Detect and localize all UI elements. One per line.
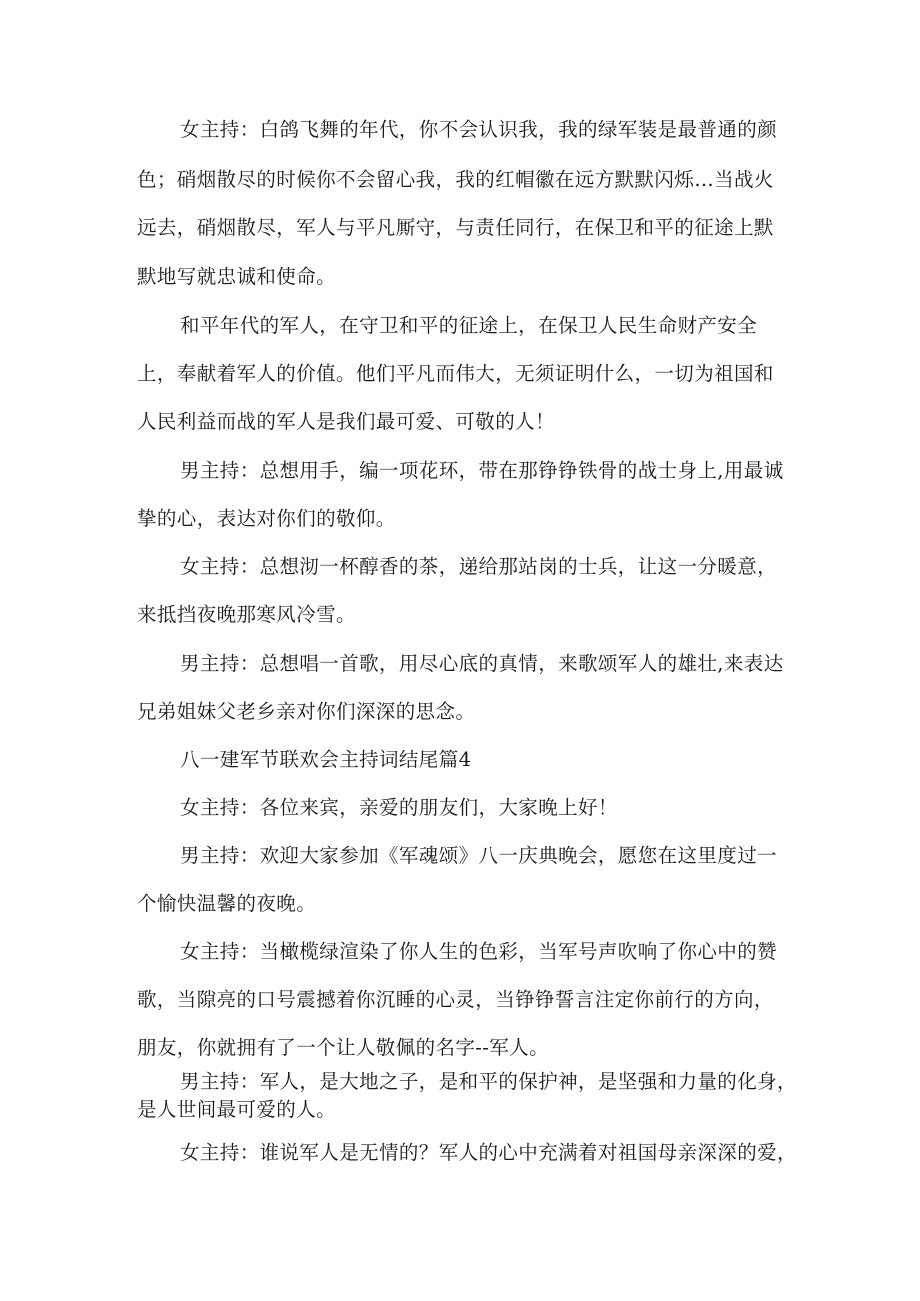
paragraph-line: 个愉快温馨的夜晚。 xyxy=(137,892,317,915)
paragraph-line: 男主持：欢迎大家参加《军魂颂》八一庆典晚会，愿您在这里度过一 xyxy=(180,844,778,867)
paragraph-line: 朋友，你就拥有了一个让人敬佩的名字--军人。 xyxy=(137,1036,549,1059)
paragraph-line: 歌，当隙亮的口号震撼着你沉睡的心灵，当铮铮誓言注定你前行的方向， xyxy=(137,988,774,1011)
paragraph-line: 男主持：军人，是大地之子，是和平的保护神，是坚强和力量的化身， xyxy=(180,1070,797,1093)
paragraph-line: 和平年代的军人，在守卫和平的征途上，在保卫人民生命财产安全 xyxy=(180,314,758,337)
paragraph-line: 女主持：各位来宾，亲爱的朋友们，大家晚上好！ xyxy=(180,796,618,819)
paragraph-line: 来抵挡夜晚那寒风冷雪。 xyxy=(137,603,356,626)
paragraph-line: 女主持：当橄榄绿渲染了你人生的色彩，当军号声吹响了你心中的赞 xyxy=(180,940,778,963)
paragraph-line: 女主持：白鸽飞舞的年代，你不会认识我，我的绿军装是最普通的颜 xyxy=(180,118,778,141)
paragraph-line: 默地写就忠诚和使命。 xyxy=(137,265,337,288)
paragraph-line: 兄弟姐妹父老乡亲对你们深深的思念。 xyxy=(137,700,476,723)
paragraph-line: 女主持：谁说军人是无情的？军人的心中充满着对祖国母亲深深的爱， xyxy=(180,1141,797,1164)
paragraph-line: 是人世间最可爱的人。 xyxy=(137,1098,337,1121)
section-heading: 八一建军节联欢会主持词结尾篇4 xyxy=(180,748,472,771)
paragraph-line: 男主持：总想唱一首歌，用尽心底的真情，来歌颂军人的雄壮,来表达 xyxy=(180,652,784,675)
paragraph-line: 上，奉献着军人的价值。他们平凡而伟大，无须证明什么，一切为祖国和 xyxy=(137,362,774,385)
paragraph-line: 女主持：总想沏一杯醇香的茶，递给那站岗的士兵，让这一分暖意， xyxy=(180,555,778,578)
paragraph-line: 人民利益而战的军人是我们最可爱、可敬的人！ xyxy=(137,410,555,433)
paragraph-line: 挚的心，表达对你们的敬仰。 xyxy=(137,507,396,530)
paragraph-line: 远去，硝烟散尽，军人与平凡厮守，与责任同行，在保卫和平的征途上默 xyxy=(137,216,774,239)
paragraph-line: 色；硝烟散尽的时候你不会留心我，我的红帽徽在远方默默闪烁…当战火 xyxy=(137,168,774,191)
paragraph-line: 男主持：总想用手，编一项花环，带在那铮铮铁骨的战士身上,用最诚 xyxy=(180,459,784,482)
